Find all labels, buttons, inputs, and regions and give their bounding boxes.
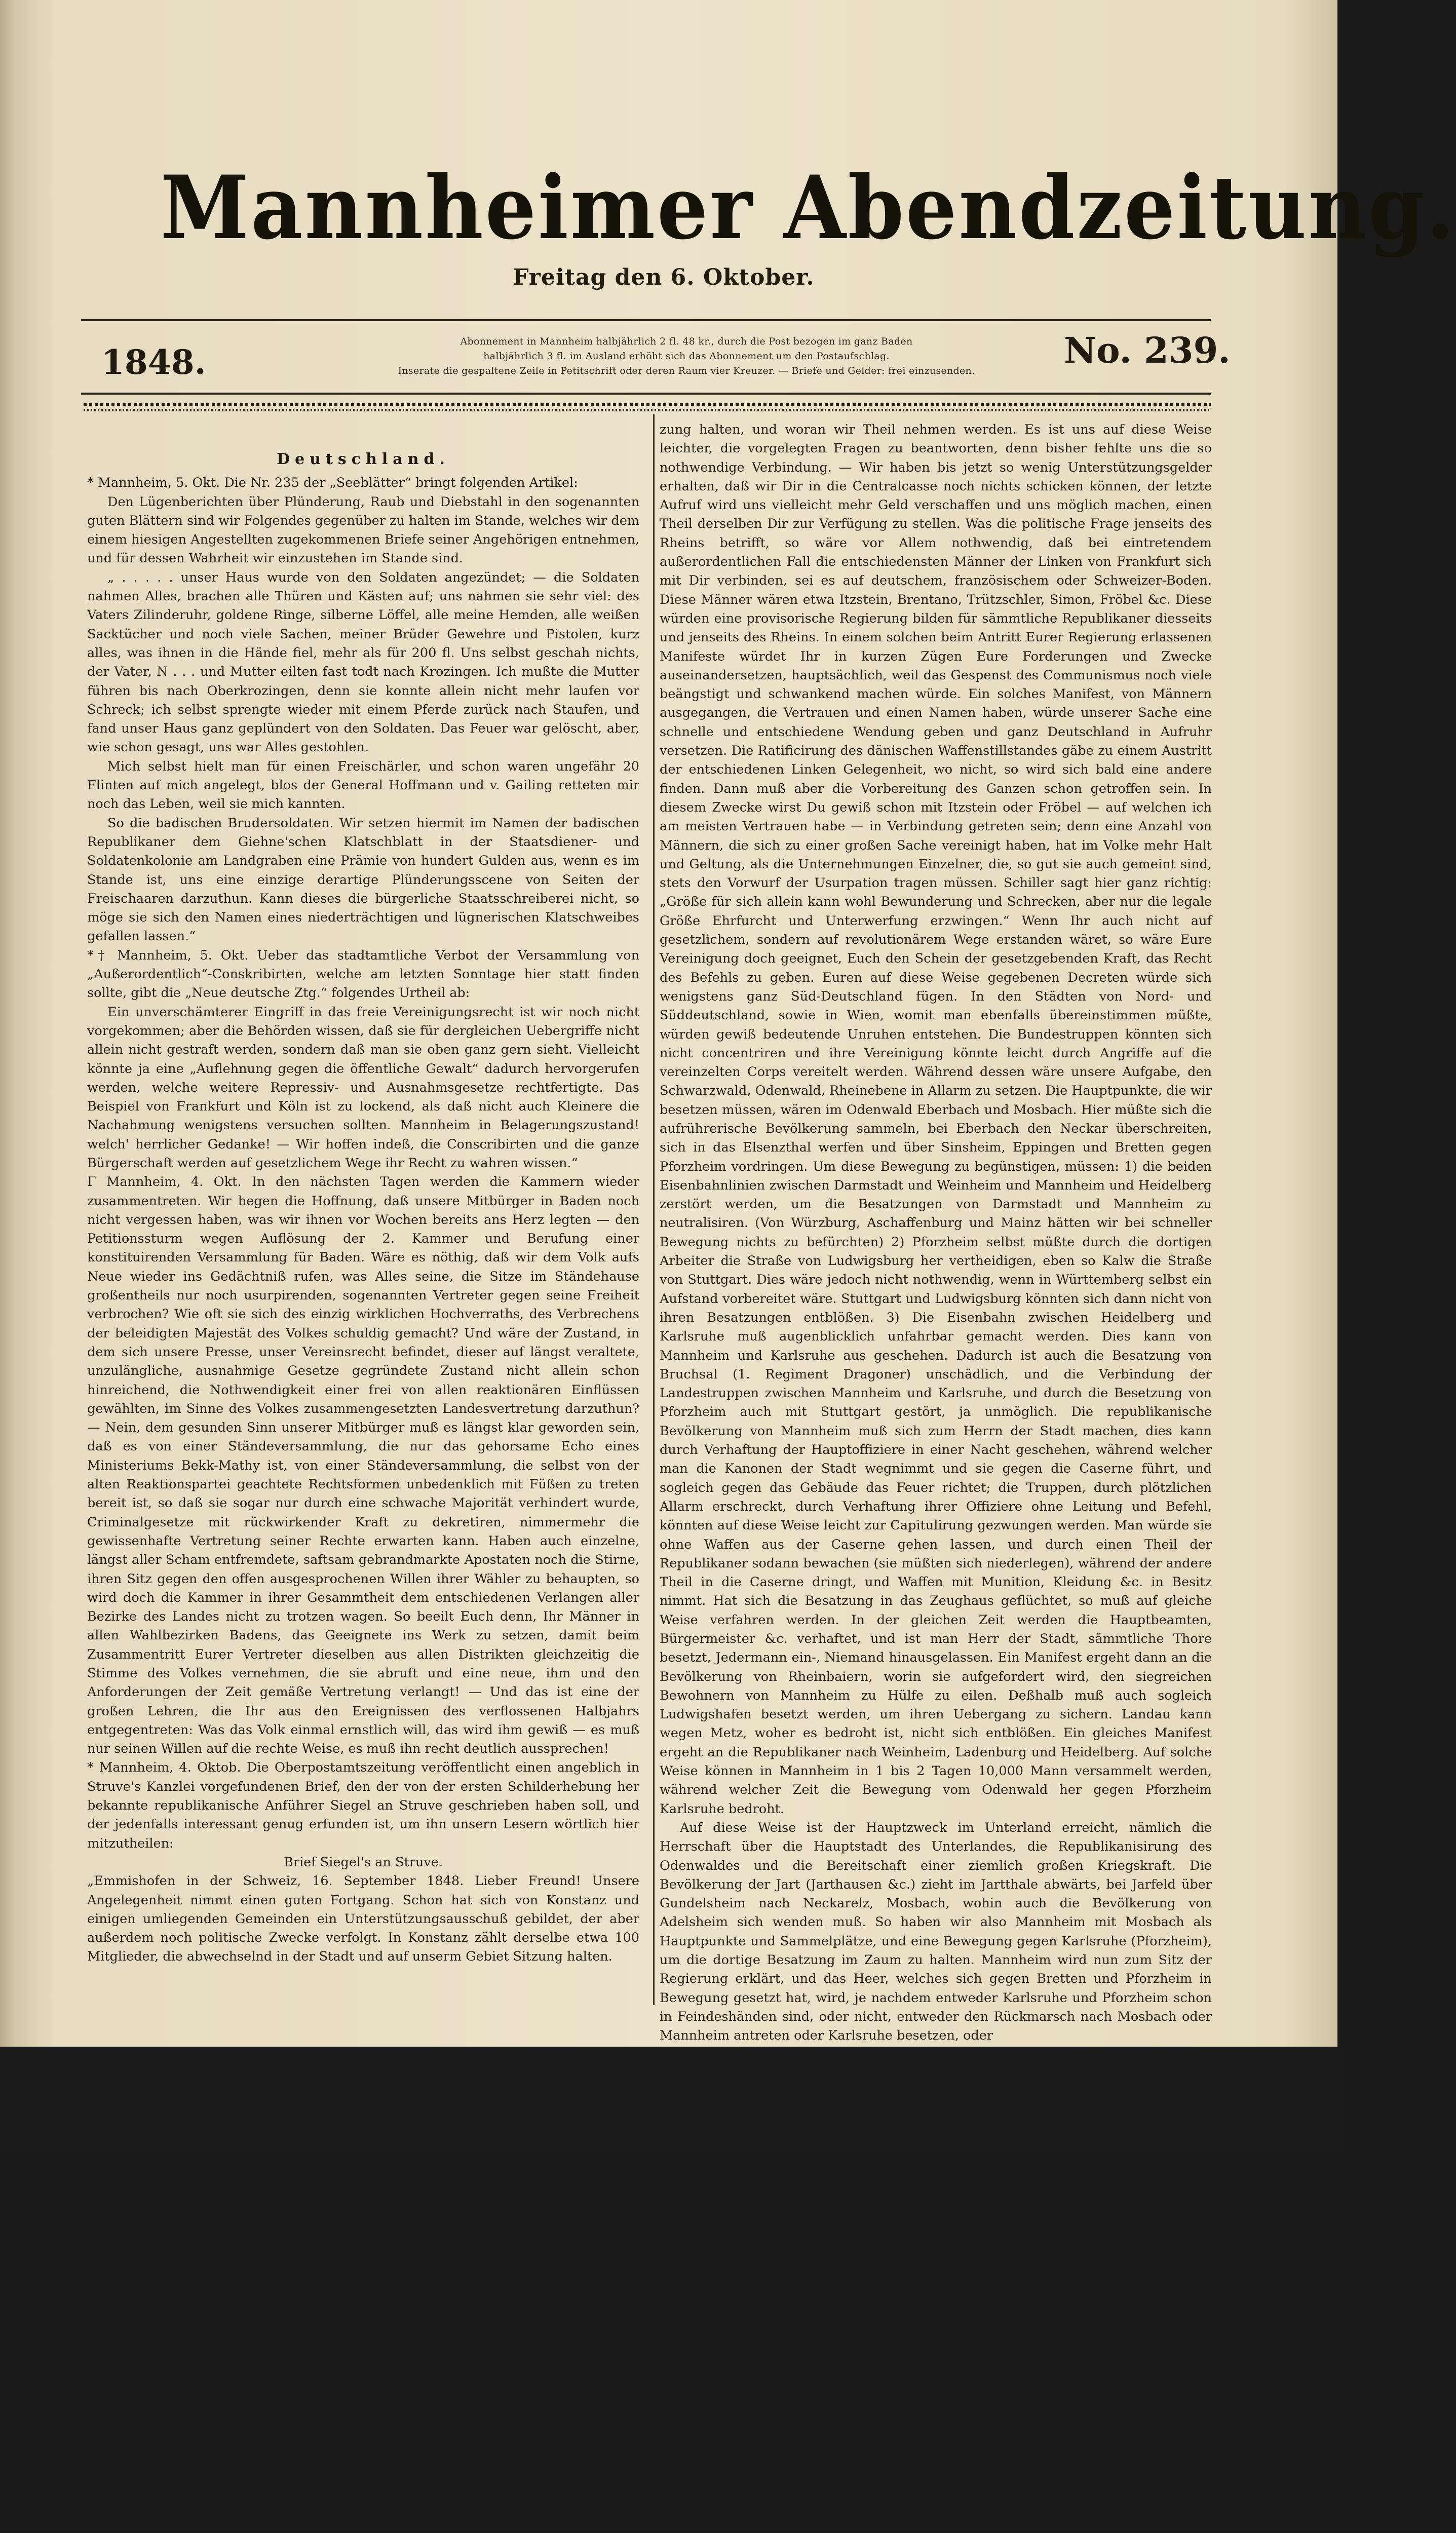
article-paragraph: *† Mannheim, 5. Okt. Ueber das stadtamtliche Verbot der Versammlung von „Außerordentlich“-Conskribirten, welche am letzten Sonntage hier statt finden sollte, gibt die „Neue deutsche Ztg.“ folgendes Urtheil ab: [87,947,639,1001]
article-paragraph: Mich selbst hielt man für einen Freischärler, und schon waren ungefähr 20 Flinten auf mich angelegt, blos der General Hoffmann und v. Gailing retteten mir noch das Leben, weil sie mich kannten. [87,758,639,812]
right-column [660,420,1212,2044]
subscription-line: Abonnement in Mannheim halbjährlich 2 fl. 48 kr., durch die Post bezogen im ganz Baden [460,336,913,347]
subscription-line: Inserate die gespaltene Zeile in Petitschrift oder deren Raum vier Kreuzer. — Briefe und Gelder: frei einzusenden. [398,365,975,376]
header-rule-top [81,319,1211,321]
article-paragraph: Den Lügenberichten über Plünderung, Raub und Diebstahl in den sogenannten guten Blättern sind wir Folgendes gegenüber zu halten im Stande, welches wir dem einem hiesigen Angestellten zugekommenen Briefe seiner Angehörigen entnehmen, und für dessen Wahrheit wir einzustehen im Stande sind. [87,494,639,566]
newspaper-masthead: Mannheimer Abendzeitung. [160,156,1456,259]
section-heading: Deutschland. [277,450,450,468]
article-paragraph: zung halten, und woran wir Theil nehmen werden. Es ist uns auf diese Weise leichter, die vorgelegten Fragen zu beantworten, denn bisher fehlte uns die so nothwendige Verbindung. — Wir haben bis jetzt so wenig Unterstützungsgelder erhalten, daß wir Dir in die Centralcasse noch nichts schicken können, der letzte Aufruf wird uns vielleicht mehr Geld verschaffen und uns möglich machen, einen Theil derselben Dir zur Verfügung zu stellen. Was die politische Frage jenseits des Rheins betrifft, so wäre vor Allem nothwendig, daß bei eintretendem außerordentlichen Fall die entschiedensten Männer der Linken von Frankfurt sich mit Dir verbinden, sei es auf deutschem, französischem oder Schweizer-Boden. Diese Männer wären etwa Itzstein, Brentano, Trützschler, Simon, Fröbel &c. Diese würden eine provisorische Regierung bilden für sämmtliche Republikaner diesseits und jenseits des Rheins. In einem solchen beim Antritt Eurer Regierung erlassenen Manifeste würdet Ihr in kurzen Zügen Eure Forderungen und Zwecke auseinandersetzen, hauptsächlich, weil das Gespenst des Communismus noch viele beängstigt und schwankend machen würde. Ein solches Manifest, von Männern ausgegangen, die Vertrauen und einen Namen haben, würde unserer Sache eine schnelle und entschiedene Wendung geben und ganz Deutschland in Aufruhr versetzen. Die Ratificirung des dänischen Waffenstillstandes gäbe zu einem Austritt der entschiedenen Linken Gelegenheit, wo nicht, so wird sich bald eine andere finden. Dann muß aber die Vorbereitung des Ganzen schon getroffen sein. In diesem Zwecke wirst Du gewiß schon mit Itzstein oder Fröbel — auf welchen ich am meisten Vertrauen habe — in Verbindung getreten sein; denn eine Anzahl von Männern, die sich zu einer großen Sache vereinigt haben, hat im Volke mehr Halt und Geltung, als die Unternehmungen Einzelner, die, so gut sie auch gemeint sind, stets den Vorwurf der Usurpation tragen müssen. Schiller sagt hier ganz richtig: „Größe für sich allein kann wohl Bewunderung und Schrecken, aber nur die legale Größe Ehrfurcht und Unterwerfung erzwingen.“ Wenn Ihr auch nicht auf gesetzlichem, sondern auf revolutionärem Wege erstanden wäret, so wäre Eure Vereinigung doch geeignet, Euch den Schein der gesetzgebenden Kraft, das Recht des Befehls zu geben. Euren auf diese Weise gegebenen Decreten würde sich wenigstens ganz Süd-Deutschland fügen. In den Städten von Nord- und Süddeutschland, sowie in Wien, womit man ebenfalls übereinstimmen müßte, würden gewiß bedeutende Unruhen entstehen. Die Bundestruppen könnten sich nicht concentriren und ihre Vereinigung könnte leicht durch Angriffe auf die vereinzelten Corps vereitelt werden. Während dessen wäre unsere Aufgabe, den Schwarzwald, Odenwald, Rheinebene in Allarm zu setzen. Die Hauptpunkte, die wir besetzen müssen, wären im Odenwald Eberbach und Mosbach. Hier müßte sich die aufrührerische Bevölkerung sammeln, bei Eberbach den Neckar überschreiten, sich in das Elsenzthal werfen und über Sinsheim, Eppingen und Bretten gegen Pforzheim vordringen. Um diese Bewegung zu begünstigen, müssen: 1) die beiden Eisenbahnlinien zwischen Darmstadt und Weinheim und Mannheim und Heidelberg zerstört werden, um die Besatzungen von Darmstadt und Mannheim zu neutralisiren. (Von Würzburg, Aschaffenburg und Mainz hätten wir bei schneller Bewegung nichts zu befürchten) 2) Pforzheim selbst müßte durch die dortigen Arbeiter die Straße von Ludwigsburg her vertheidigen, eben so Kalw die Straße von Stuttgart. Dies wäre jedoch nicht nothwendig, wenn in Württemberg selbst ein Aufstand vorbereitet wäre. Stuttgart und Ludwigsburg könnten sich dann nicht von ihren Besatzungen entblößen. 3) Die Eisenbahn zwischen Heidelberg und Karlsruhe muß augenblicklich unfahrbar gemacht werden. Dies kann von Mannheim und Karlsruhe aus geschehen. Dadurch ist auch die Besatzung von Bruchsal (1. Regiment Dragoner) unschädlich, und die Verbindung der Landestruppen zwischen Mannheim und Karlsruhe, und durch die Besetzung von Pforzheim auch mit Stuttgart gestört, ja unmöglich. Die republikanische Bevölkerung von Mannheim muß sich zum Herrn der Stadt machen, dies kann durch Verhaftung der Hauptoffiziere in einer Nacht geschehen, während welcher man die Kanonen der Stadt wegnimmt und sie gegen die Caserne führt, und sogleich gegen das Gebäude das Feuer richtet; die Truppen, durch plötzlichen Allarm erschreckt, durch Verhaftung ihrer Offiziere ohne Leitung und Befehl, könnten auf diese Weise leicht zur Capitulirung gezwungen werden. Man würde sie ohne Waffen aus der Caserne gehen lassen, und durch einen Theil der Republikaner sodann bewachen (sie müßten sich niederlegen), während der andere Theil in die Caserne dringt, und Waffen mit Munition, Kleidung &c. in Besitz nimmt. Hat sich die Besatzung in das Zeughaus geflüchtet, so muß auf gleiche Weise verfahren werden. In der gleichen Zeit werden die Hauptbeamten, Bürgermeister &c. verhaftet, und ist man Herr der Stadt, sämmtliche Thore besetzt, Jedermann ein-, Niemand hinausgelassen. Ein Manifest ergeht dann an die Bevölkerung von Rheinbaiern, worin sie aufgefordert wird, den siegreichen Bewohnern von Mannheim zu Hülfe zu eilen. Deßhalb muß auch sogleich Ludwigshafen besetzt werden, um ihren Uebergang zu sichern. Landau kann wegen Metz, woher es bedroht ist, nicht sich entblößen. Ein gleiches Manifest ergeht an die Republikaner nach Weinheim, Ladenburg und Heidelberg. Auf solche Weise können in Mannheim in 1 bis 2 Tagen 10,000 Mann versammelt werden, während welcher Zeit die Bewegung vom Odenwald her gegen Pforzheim Karlsruhe bedroht. [660,422,1212,1817]
letter-heading: Brief Siegel's an Struve. [284,1854,443,1870]
article-paragraph: So die badischen Brudersoldaten. Wir setzen hiermit im Namen der badischen Republikaner dem Giehne'schen Klatschblatt in der Staatsdiener- und Soldatenkolonie am Landgraben eine Prämie von hundert Gulden aus, wenn es im Stande ist, uns eine einzige derartige Plünderungsscene von Seiten der Freischaaren darzuthun. Kann dieses die bürgerliche Staatsschreiberei nicht, so möge sie sich den Namen eines niederträchtigen und lügnerischen Klatschweibes gefallen lassen.“ [87,815,639,944]
article-paragraph: * Mannheim, 4. Oktob. Die Oberpostamtszeitung veröffentlicht einen angeblich in Struve's Kanzlei vorgefundenen Brief, den der von der ersten Schilderhebung her bekannte republikanische Anführer Siegel an Struve geschrieben haben soll, und der jedenfalls interessant genug erfunden ist, um ihn unsern Lesern wörtlich hier mitzutheilen: [87,1760,639,1851]
left-column [87,420,639,2006]
article-paragraph: Γ Mannheim, 4. Okt. In den nächsten Tagen werden die Kammern wieder zusammentreten. Wir hegen die Hoffnung, daß unsere Mitbürger in Baden noch nicht vergessen haben, was wir ihnen vor Wochen bereits ans Herz legten — den Petitionssturm wegen Auflösung der 2. Kammer und Berufung einer konstituirenden Versammlung für Baden. Wäre es nöthig, daß wir dem Volk aufs Neue wieder ins Gedächtniß rufen, was Alles seine, die Sitze im Ständehause großentheils nur noch usurpirenden, sogenannten Vertreter gegen seine Freiheit verbrochen? Wie oft sie sich des einzig wirklichen Hochverraths, des Verbrechens der beleidigten Majestät des Volkes schuldig gemacht? Und wäre der Zustand, in dem sich unsere Presse, unser Vereinsrecht befindet, dieser auf längst veraltete, unzulängliche, ausnahmige Gesetze gegründete Zustand nicht allein schon hinreichend, die Nothwendigkeit einer frei von allen reaktionären Einflüssen gewählten, im Sinne des Volkes zusammengesetzten Landesvertretung darzuthun? — Nein, dem gesunden Sinn unserer Mitbürger muß es längst klar geworden sein, daß es von einer Ständeversammlung, die nur das gehorsame Echo eines Ministeriums Bekk-Mathy ist, von einer Ständeversammlung, die selbst von der alten Reaktionspartei geachtete Rechtsformen unbedenklich mit Füßen zu treten bereit ist, so daß sie sogar nur durch eine schwache Majorität verhindert wurde, Criminalgesetze mit rückwirkender Kraft zu dekretiren, nimmermehr die gewissenhafte Vertretung seiner Rechte erwarten kann. Haben auch einzelne, längst aller Scham entfremdete, saftsam gebrandmarkte Apostaten noch die Stirne, ihren Sitz gegen den offen ausgesprochenen Willen ihrer Wähler zu behaupten, so wird doch die Kammer in ihrer Gesammtheit dem entschiedenen Verlangen aller Bezirke des Landes nicht zu trotzen wagen. So beeilt Euch denn, Ihr Männer in allen Wahlbezirken Badens, das Geeignete ins Werk zu setzen, damit beim Zusammentritt Eurer Vertreter dieselben aus allen Distrikten gleichzeitig die Stimme des Volkes vernehmen, die sie abruft und eine neue, ihm und den Anforderungen der Zeit gemäße Vertretung verlangt! — Und das ist eine der großen Lehren, die Ihr aus den Ereignissen des verflossenen Halbjahrs entgegentreten: Was das Volk einmal ernstlich will, das wird ihm gewiß — es muß nur seinen Willen auf die rechte Weise, es muß ihn recht deutlich aussprechen! [87,1174,639,1757]
article-paragraph: * Mannheim, 5. Okt. Die Nr. 235 der „Seeblätter“ bringt folgenden Artikel: [87,475,578,491]
article-paragraph: Ein unverschämterer Eingriff in das freie Vereinigungsrecht ist wir noch nicht vorgekommen; aber die Behörden wissen, daß sie für dergleichen Uebergriffe nicht allein nicht gestraft werden, sondern daß man sie oben ganz gern sieht. Vielleicht könnte ja eine „Auflehnung gegen die öffentliche Gewalt“ dadurch hervorgerufen werden, welche weitere Repressiv- und Ausnahmsgesetze rechtfertigte. Das Beispiel von Frankfurt und Köln ist zu lockend, als daß nicht auch Kleinere die Nachahmung wenigstens versuchen sollten. Mannheim in Belagerungszustand! welch' herrlicher Gedanke! — Wir hoffen indeß, die Conscribirten und die ganze Bürgerschaft werden auf gesetzlichem Wege ihr Recht zu wahren wissen.“ [87,1004,639,1171]
subscription-line: halbjährlich 3 fl. im Ausland erhöht sich das Abonnement um den Postaufschlag. [483,351,890,362]
subscription-info [350,334,1023,378]
decorative-border [84,403,1211,411]
article-paragraph: „ . . . . . unser Haus wurde von den Soldaten angezündet; — die Soldaten nahmen Alles, brachen alle Thüren und Kästen auf; uns nahmen sie sehr viel: des Vaters Zilinderuhr, goldene Ringe, silberne Löffel, alle meine Hemden, alle weißen Sacktücher und noch viele Sachen, meiner Brüder Gewehre und Pistolen, kurz alles, was ihnen in die Hände fiel, mehr als für 200 fl. Uns selbst geschah nichts, der Vater, N . . . und Mutter eilten fast todt nach Krozingen. Ich mußte die Mutter führen bis nach Oberkrozingen, denn sie konnte allein nicht mehr laufen vor Schreck; ich selbst sprengte wieder mit einem Pferde zurück nach Staufen, und fand unser Haus ganz geplündert von den Soldaten. Das Feuer war gelöscht, aber, wie schon gesagt, uns war Alles gestohlen. [87,569,639,755]
issue-date: Freitag den 6. Oktober. [513,264,815,290]
page-spine [0,0,16,2047]
viewer-footer [0,2047,1337,2151]
issue-year: 1848. [101,342,206,382]
column-divider [653,414,655,2005]
article-paragraph: „Emmishofen in der Schweiz, 16. September 1848. Lieber Freund! Unsere Angelegenheit nimmt einen guten Fortgang. Schon hat sich von Konstanz und einigen umliegenden Gemeinden ein Unterstützungsausschuß gebildet, der aber außerdem noch politische Zwecke verfolgt. In Konstanz zählt derselbe etwa 100 Mitglieder, die abwechselnd in der Stadt und auf unserm Gebiet Sitzung halten. [87,1873,639,1965]
issue-number: No. 239. [1064,329,1231,371]
header-rule-bottom [81,393,1211,395]
article-paragraph: Auf diese Weise ist der Hauptzweck im Unterland erreicht, nämlich die Herrschaft über die Hauptstadt des Unterlandes, die Republikanisirung des Odenwaldes und die Bereitschaft einer ziemlich großen Kriegskraft. Die Bevölkerung der Jart (Jarthausen &c.) zieht im Jartthale abwärts, bei Jarfeld über Gundelsheim nach Neckarelz, Mosbach, wohin auch die Bevölkerung von Adelsheim sich wenden muß. So haben wir also Mannheim mit Mosbach als Hauptpunkte und Sammelplätze, und eine Bewegung gegen Karlsruhe (Pforzheim), um die dortige Besatzung im Zaum zu halten. Mannheim wird nun zum Sitz der Regierung erklärt, und das Heer, welches sich gegen Bretten und Pforzheim in Bewegung gesetzt hat, wird, je nachdem entweder Karlsruhe und Pforzheim schon in Feindeshänden sind, oder nicht, entweder den Rückmarsch nach Mosbach oder Mannheim antreten oder Karlsruhe besetzen, oder [660,1820,1212,2044]
